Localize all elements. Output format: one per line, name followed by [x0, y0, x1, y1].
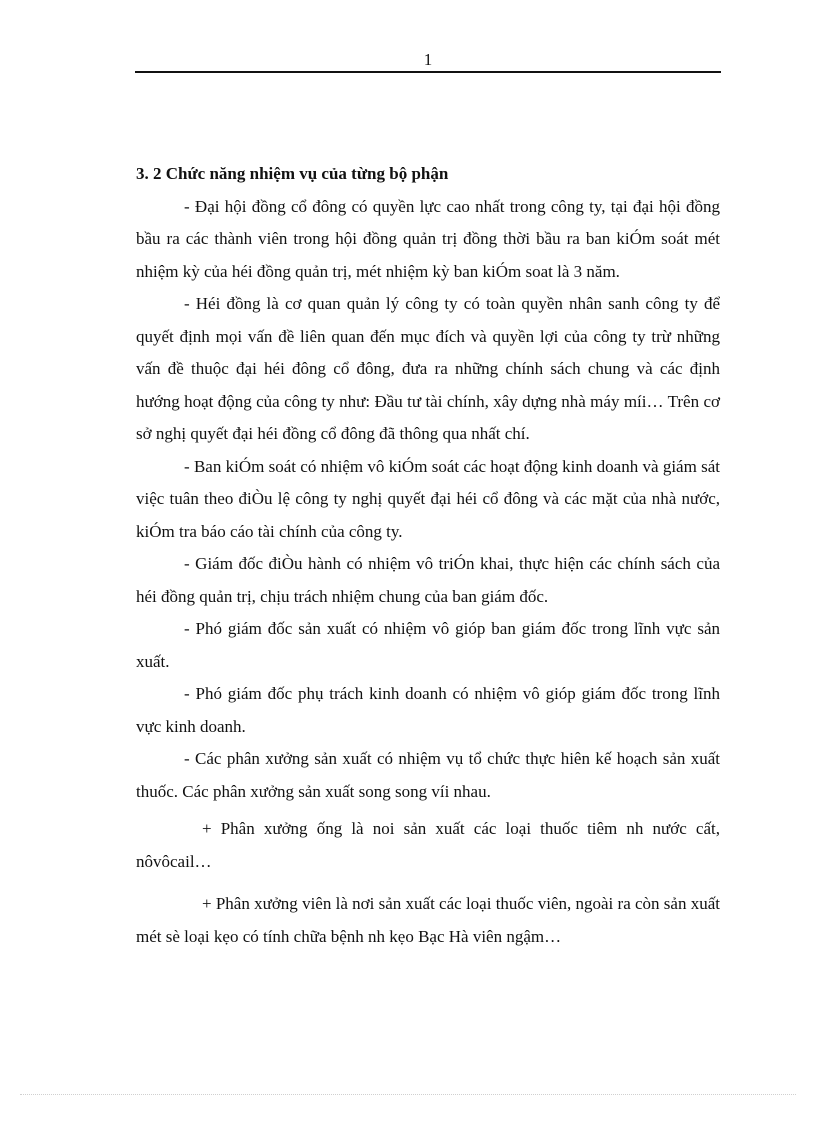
paragraph-supervisory-board: - Ban kiÓm soát có nhiệm vô kiÓm soát các hoạt động kinh doanh và giám sát việc tuân theo điÒu lệ công ty nghị quyết đại héi cổ đông và các mặt của nhà nước, kiÓm tra báo cáo tài chính của công ty. — [136, 456, 720, 541]
paragraph-executive-director: - Giám đốc điÒu hành có nhiệm vô triÓn khai, thực hiện các chính sách của héi đồng quản trị, chịu trách nhiệm chung của ban giám đốc. — [136, 554, 720, 606]
paragraph-board: - Héi đồng là cơ quan quản lý công ty có toàn quyền nhân sanh công ty để quyết định mọi vấn đề liên quan đến mục đích và quyền lợi của công ty trừ những vấn đề thuộc đại héi đông cổ đông, đưa ra những chính sách chung và các định hướng hoạt động của công ty như: Đầu tư tài chính, xây dựng nhà máy míi… Trên cơ sở nghị quyết đại héi đồng cổ đông đã thông qua nhất chí. — [136, 294, 720, 443]
page-number: 1 — [423, 50, 433, 69]
header-rule — [135, 71, 721, 73]
paragraph-workshops: - Các phân xưởng sản xuất có nhiệm vụ tổ chức thực hiên kế hoạch sản xuất thuốc. Các phân xưởng sản xuất song song víi nhau. — [136, 749, 720, 801]
paragraph-production-deputy: - Phó giám đốc sản xuất có nhiệm vô gióp ban giám đốc trong lĩnh vực sản xuất. — [136, 619, 720, 671]
page-bottom-divider — [20, 1094, 796, 1095]
document-body — [136, 158, 720, 953]
sub-item-tablet-workshop: + Phân xưởng viên là nơi sản xuất các loại thuốc viên, ngoài ra còn sản xuất mét sè loại kẹo có tính chữa bệnh nh kẹo Bạc Hà viên ngậm… — [136, 894, 720, 946]
sub-item-ampoule-workshop: + Phân xưởng ống là noi sản xuất các loại thuốc tiêm nh nước cất, nôvôcail… — [136, 819, 720, 871]
paragraph-business-deputy: - Phó giám đốc phụ trách kinh doanh có nhiệm vô gióp giám đốc trong lĩnh vực kinh doanh. — [136, 684, 720, 736]
section-heading: 3. 2 Chức năng nhiệm vụ của từng bộ phận — [136, 164, 449, 183]
paragraph-general-meeting: - Đại hội đồng cổ đông có quyền lực cao nhất trong công ty, tại đại hội đồng bầu ra các thành viên trong hội đồng quản trị đồng thời bầu ra ban kiÓm soát mét nhiệm kỳ của héi đồng quản trị, mét nhiệm kỳ ban kiÓm soat là 3 năm. — [136, 196, 720, 281]
